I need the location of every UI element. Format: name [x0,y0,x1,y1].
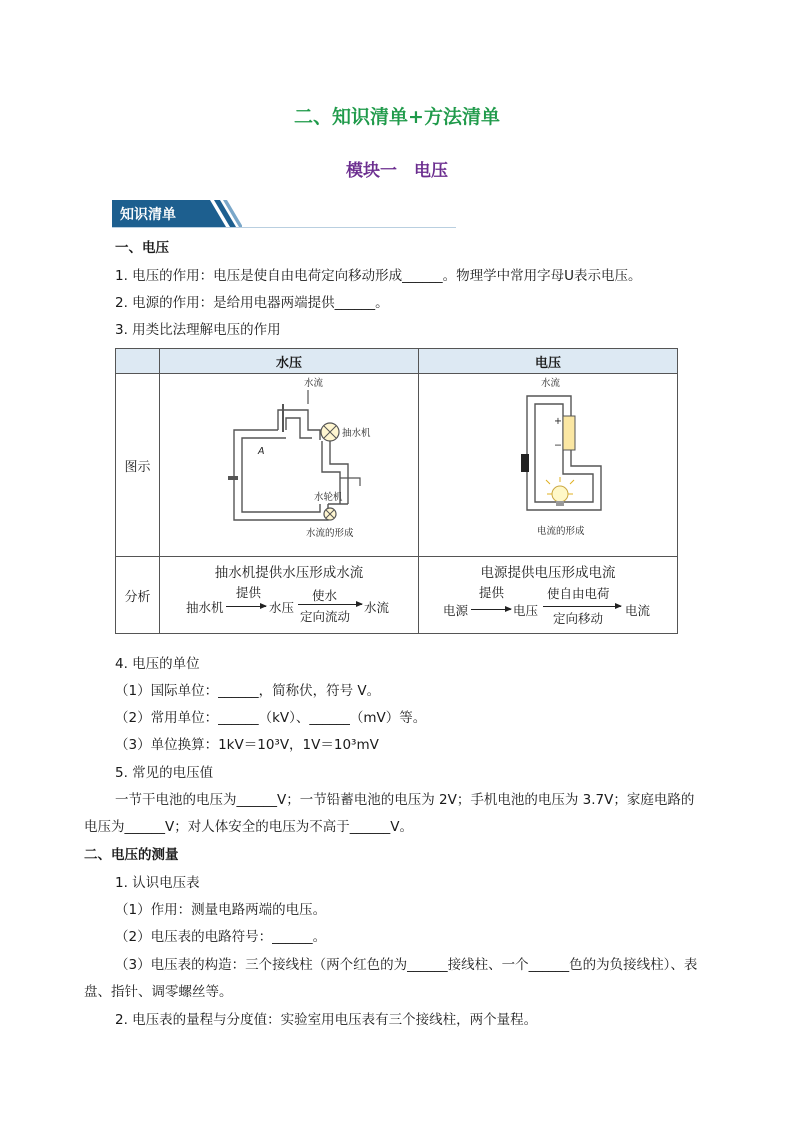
units-common: （2）常用单位：______（kV）、______（mV）等。 [115,710,427,726]
minus-sign: − [554,440,562,451]
volt-flow-diagram [419,581,677,631]
analogy-table [115,348,678,634]
water-arrow2 [298,604,362,605]
water-analysis-title: 抽水机提供水压形成水流 [214,565,364,581]
switch-icon [521,454,529,472]
water-circuit-diagram [160,374,416,552]
section2-title: 二、电压的测量 [84,847,179,863]
volt-node-current: 电流 [625,603,651,618]
water-arrow2-top: 使水 [312,588,338,603]
header-voltage: 电压 [419,349,678,374]
volt-arrow1-label: 提供 [479,585,505,600]
voltmeter-symbol: （2）电压表的电路符号：______。 [115,929,327,945]
header-blank [116,349,160,374]
water-arrow1 [226,606,266,607]
battery-icon [563,416,575,450]
para-voltage-function: 1. 电压的作用：电压是使自由电荷定向移动形成______。物理学中常用字母U表示电压。 [115,268,642,284]
voltmeter-structure: （3）电压表的构造：三个接线柱（两个红色的为______接线柱、一个______色的为负接线柱）、表 [115,957,698,973]
voltage-figure-cell [419,374,678,557]
common-line2: 电压为______V；对人体安全的电压为不高于______V。 [84,819,413,835]
water-flow-diagram [160,581,418,631]
table-row-analysis [116,557,678,634]
valve-label: A [258,446,265,457]
volt-node-source: 电源 [443,603,469,618]
header-water: 水压 [160,349,419,374]
electric-circuit-diagram [419,374,675,552]
plus-sign: + [554,416,562,427]
banner-label: 知识清单 [120,207,176,223]
valve-icon [228,476,238,480]
units-title: 4. 电压的单位 [115,656,200,672]
water-node-pressure: 水压 [269,600,295,615]
voltmeter-intro: 1. 认识电压表 [115,875,200,891]
table-row-figure [116,374,678,557]
row-label-analysis: 分析 [116,557,160,634]
water-arrow2-bottom: 定向流动 [300,609,351,624]
turbine-label: 水轮机 [314,492,343,503]
section1-title: 一、电压 [115,240,169,256]
volt-arrow2-bottom: 定向移动 [553,611,604,626]
volt-caption: 电流的形成 [537,526,585,537]
para-analogy: 3. 用类比法理解电压的作用 [115,322,281,338]
water-flow-label: 水流 [304,378,324,389]
module-title: 模块一 电压 [346,161,448,181]
water-node-pump: 抽水机 [186,600,224,615]
common-line1: 一节干电池的电压为______V；一节铅蓄电池的电压为 2V；手机电池的电压为 3.7V；家庭电路的 [115,792,695,808]
pump-label: 抽水机 [342,428,371,439]
volt-node-voltage: 电压 [513,603,539,618]
volt-analysis-title: 电源提供电压形成电流 [480,565,616,581]
water-analysis-cell [160,557,419,634]
para-source-function: 2. 电源的作用：是给用电器两端提供______。 [115,295,389,311]
volt-arrow2 [543,606,621,607]
page-heading: 二、知识清单+方法清单 [294,106,500,128]
voltmeter-range: 2. 电压表的量程与分度值：实验室用电压表有三个接线柱，两个量程。 [115,1012,538,1028]
volt-arrow2-top: 使自由电荷 [547,586,610,601]
voltmeter-structure-cont: 盘、指针、调零螺丝等。 [84,984,233,1000]
volt-arrow1 [471,609,511,610]
units-si: （1）国际单位：______，简称伏，符号 V。 [115,683,381,699]
row-label-figure: 图示 [116,374,160,557]
water-caption: 水流的形成 [306,528,354,539]
voltage-analysis-cell [419,557,678,634]
common-title: 5. 常见的电压值 [115,765,214,781]
banner-underline [112,227,456,228]
volt-flow-label: 水流 [541,378,561,389]
water-arrow1-label: 提供 [236,585,262,600]
water-figure-cell [160,374,419,557]
voltmeter-function: （1）作用：测量电路两端的电压。 [115,902,327,918]
table-header-row [116,349,678,374]
units-conversion: （3）单位换算：1kV＝10³V，1V＝10³mV [115,737,379,753]
water-node-flow: 水流 [364,600,390,615]
